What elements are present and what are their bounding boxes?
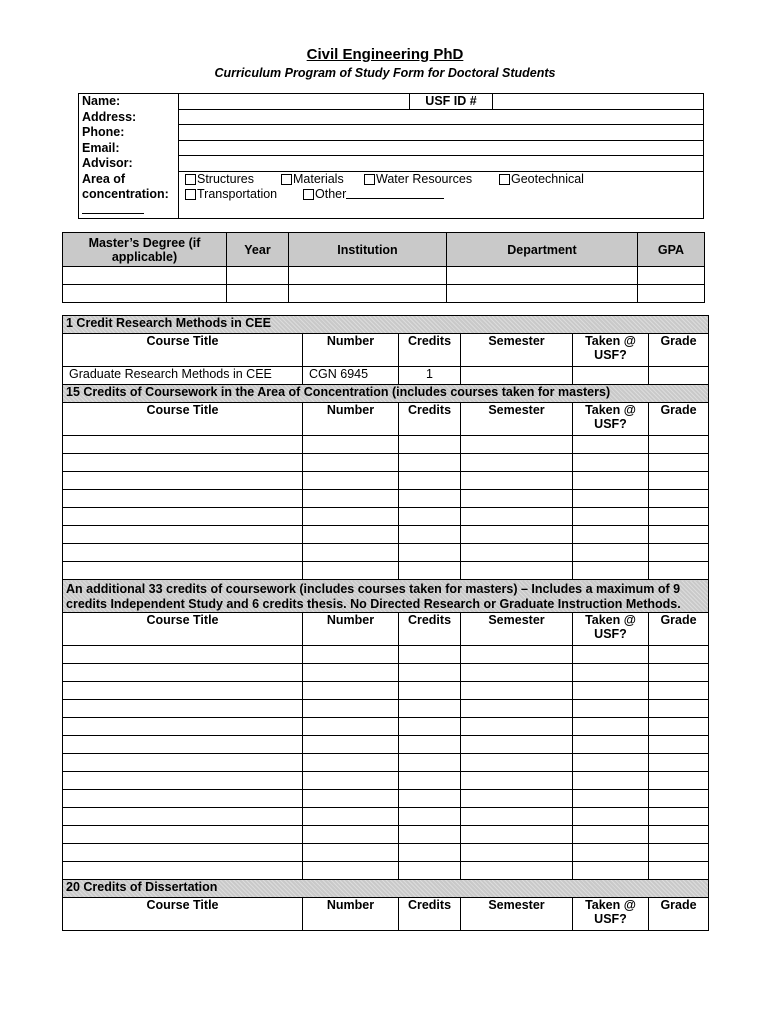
grade-header: Grade bbox=[649, 403, 709, 436]
option-other[interactable]: Other bbox=[303, 187, 444, 202]
course-number-cell: CGN 6945 bbox=[303, 367, 399, 385]
course-title-header: Course Title bbox=[63, 613, 303, 646]
table-row bbox=[63, 808, 709, 826]
usf-id-label: USF ID # bbox=[410, 94, 493, 110]
course-title-cell: Graduate Research Methods in CEE bbox=[63, 367, 303, 385]
courses-table bbox=[62, 315, 709, 931]
masters-row bbox=[63, 285, 705, 303]
table-row bbox=[63, 436, 709, 454]
advisor-field[interactable] bbox=[179, 156, 704, 172]
option-transportation[interactable]: Transportation bbox=[185, 187, 277, 202]
personal-info-table bbox=[78, 93, 704, 219]
coursework-heading: 15 Credits of Coursework in the Area of Concentration (includes courses taken for masters) bbox=[63, 385, 709, 403]
credits-cell: 1 bbox=[399, 367, 461, 385]
table-row bbox=[63, 664, 709, 682]
checkbox-icon[interactable] bbox=[185, 189, 196, 200]
table-row bbox=[63, 718, 709, 736]
usf-id-field[interactable] bbox=[493, 94, 704, 110]
taken-at-usf-header: Taken @ USF? bbox=[573, 403, 649, 436]
phone-label: Phone: bbox=[79, 125, 179, 141]
number-header: Number bbox=[303, 403, 399, 436]
taken-at-usf-header: Taken @ USF? bbox=[573, 613, 649, 646]
checkbox-icon[interactable] bbox=[364, 174, 375, 185]
table-row bbox=[63, 862, 709, 880]
address-field[interactable] bbox=[179, 110, 704, 125]
table-row bbox=[63, 700, 709, 718]
option-materials[interactable]: Materials bbox=[281, 172, 344, 187]
number-header: Number bbox=[303, 334, 399, 367]
grade-header: Grade bbox=[649, 334, 709, 367]
semester-header: Semester bbox=[461, 403, 573, 436]
dissertation-heading: 20 Credits of Dissertation bbox=[63, 880, 709, 898]
table-row bbox=[63, 367, 709, 385]
institution-header: Institution bbox=[289, 233, 447, 267]
number-header: Number bbox=[303, 613, 399, 646]
table-row bbox=[63, 826, 709, 844]
table-row bbox=[63, 490, 709, 508]
form-subtitle: Curriculum Program of Study Form for Doctoral Students bbox=[214, 66, 556, 80]
table-row bbox=[63, 544, 709, 562]
year-header: Year bbox=[227, 233, 289, 267]
table-row bbox=[63, 682, 709, 700]
option-structures[interactable]: Structures bbox=[185, 172, 254, 187]
table-row bbox=[63, 472, 709, 490]
course-title-header: Course Title bbox=[63, 403, 303, 436]
masters-degree-table bbox=[62, 232, 705, 303]
masters-row bbox=[63, 267, 705, 285]
additional-credits-heading: An additional 33 credits of coursework (includes courses taken for masters) – Includes a maximum of 9 credits Independent Study and 6 credits thesis. No Directed Research or Graduate Instruction Methods. bbox=[63, 580, 709, 613]
address-label: Address: bbox=[79, 110, 179, 125]
area-label-blank bbox=[82, 202, 175, 218]
table-row bbox=[63, 454, 709, 472]
area-label-line1: Area of bbox=[82, 171, 126, 186]
table-row bbox=[63, 526, 709, 544]
credits-header: Credits bbox=[399, 403, 461, 436]
phone-field[interactable] bbox=[179, 125, 704, 141]
table-row bbox=[63, 790, 709, 808]
course-title-header: Course Title bbox=[63, 334, 303, 367]
semester-header: Semester bbox=[461, 334, 573, 367]
table-row bbox=[63, 646, 709, 664]
masters-degree-header: Master’s Degree (if applicable) bbox=[63, 233, 227, 267]
checkbox-icon[interactable] bbox=[303, 189, 314, 200]
table-row bbox=[63, 772, 709, 790]
table-row bbox=[63, 562, 709, 580]
option-geotechnical[interactable]: Geotechnical bbox=[499, 172, 584, 187]
grade-header: Grade bbox=[649, 898, 709, 931]
table-row bbox=[63, 508, 709, 526]
name-field[interactable] bbox=[179, 94, 410, 110]
checkbox-icon[interactable] bbox=[281, 174, 292, 185]
gpa-header: GPA bbox=[638, 233, 705, 267]
semester-header: Semester bbox=[461, 613, 573, 646]
checkbox-icon[interactable] bbox=[185, 174, 196, 185]
taken-at-usf-header: Taken @ USF? bbox=[573, 334, 649, 367]
grade-header: Grade bbox=[649, 613, 709, 646]
semester-header: Semester bbox=[461, 898, 573, 931]
other-blank[interactable] bbox=[346, 187, 444, 199]
credits-header: Credits bbox=[399, 898, 461, 931]
number-header: Number bbox=[303, 898, 399, 931]
department-header: Department bbox=[447, 233, 638, 267]
research-methods-heading: 1 Credit Research Methods in CEE bbox=[63, 316, 709, 334]
table-row bbox=[63, 754, 709, 772]
checkbox-icon[interactable] bbox=[499, 174, 510, 185]
taken-at-usf-header: Taken @ USF? bbox=[573, 898, 649, 931]
table-row bbox=[63, 736, 709, 754]
email-label: Email: bbox=[79, 141, 179, 156]
credits-header: Credits bbox=[399, 613, 461, 646]
credits-header: Credits bbox=[399, 334, 461, 367]
email-field[interactable] bbox=[179, 141, 704, 156]
advisor-label: Advisor: bbox=[79, 156, 179, 172]
area-label-line2: concentration: bbox=[82, 186, 169, 201]
form-title: Civil Engineering PhD bbox=[306, 46, 464, 63]
area-options bbox=[179, 172, 704, 219]
table-row bbox=[63, 844, 709, 862]
course-title-header: Course Title bbox=[63, 898, 303, 931]
name-label: Name: bbox=[79, 94, 179, 110]
option-water-resources[interactable]: Water Resources bbox=[364, 172, 472, 187]
